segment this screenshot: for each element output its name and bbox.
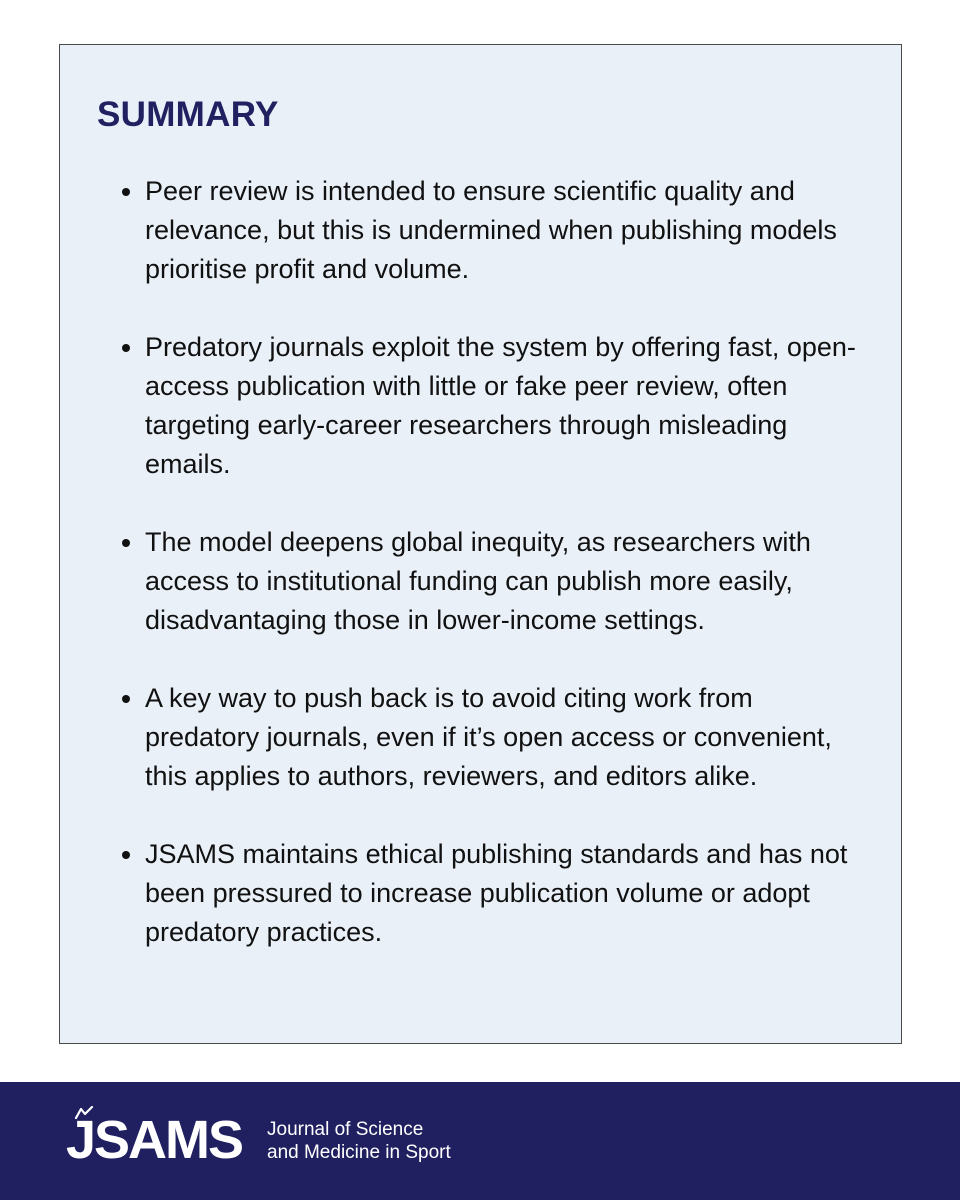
bullet-icon — [122, 539, 130, 547]
list-item-text: JSAMS maintains ethical publishing standards and has not been pressured to increase publication volume or adopt predatory practices. — [145, 839, 848, 947]
list-item-text: The model deepens global inequity, as researchers with access to institutional funding can publish more easily, disadvantaging those in lower-income settings. — [145, 527, 811, 635]
logo-mark-icon — [74, 1106, 94, 1120]
list-item-text: Predatory journals exploit the system by offering fast, open-access publication with little or fake peer review, often targeting early-career researchers through misleading emails. — [145, 332, 856, 479]
list-item-text: Peer review is intended to ensure scientific quality and relevance, but this is undermined when publishing models prioritise profit and volume. — [145, 176, 837, 284]
logo-text: JSAMS — [66, 1110, 243, 1170]
summary-title: SUMMARY — [97, 95, 279, 134]
jsams-logo — [66, 1110, 242, 1170]
journal-subtitle — [267, 1118, 451, 1164]
bullet-icon — [122, 695, 130, 703]
summary-list — [145, 172, 865, 952]
list-item — [145, 328, 865, 484]
bullet-icon — [122, 344, 130, 352]
list-item — [145, 835, 865, 952]
bullet-icon — [122, 188, 130, 196]
journal-subtitle-line-2: and Medicine in Sport — [267, 1142, 451, 1163]
list-item — [145, 172, 865, 289]
list-item-text: A key way to push back is to avoid citing work from predatory journals, even if it’s open access or convenient, this applies to authors, reviewers, and editors alike. — [145, 683, 832, 791]
journal-subtitle-line-1: Journal of Science — [267, 1119, 424, 1140]
list-item — [145, 679, 865, 796]
bullet-icon — [122, 851, 130, 859]
summary-box — [59, 44, 902, 1044]
list-item — [145, 523, 865, 640]
